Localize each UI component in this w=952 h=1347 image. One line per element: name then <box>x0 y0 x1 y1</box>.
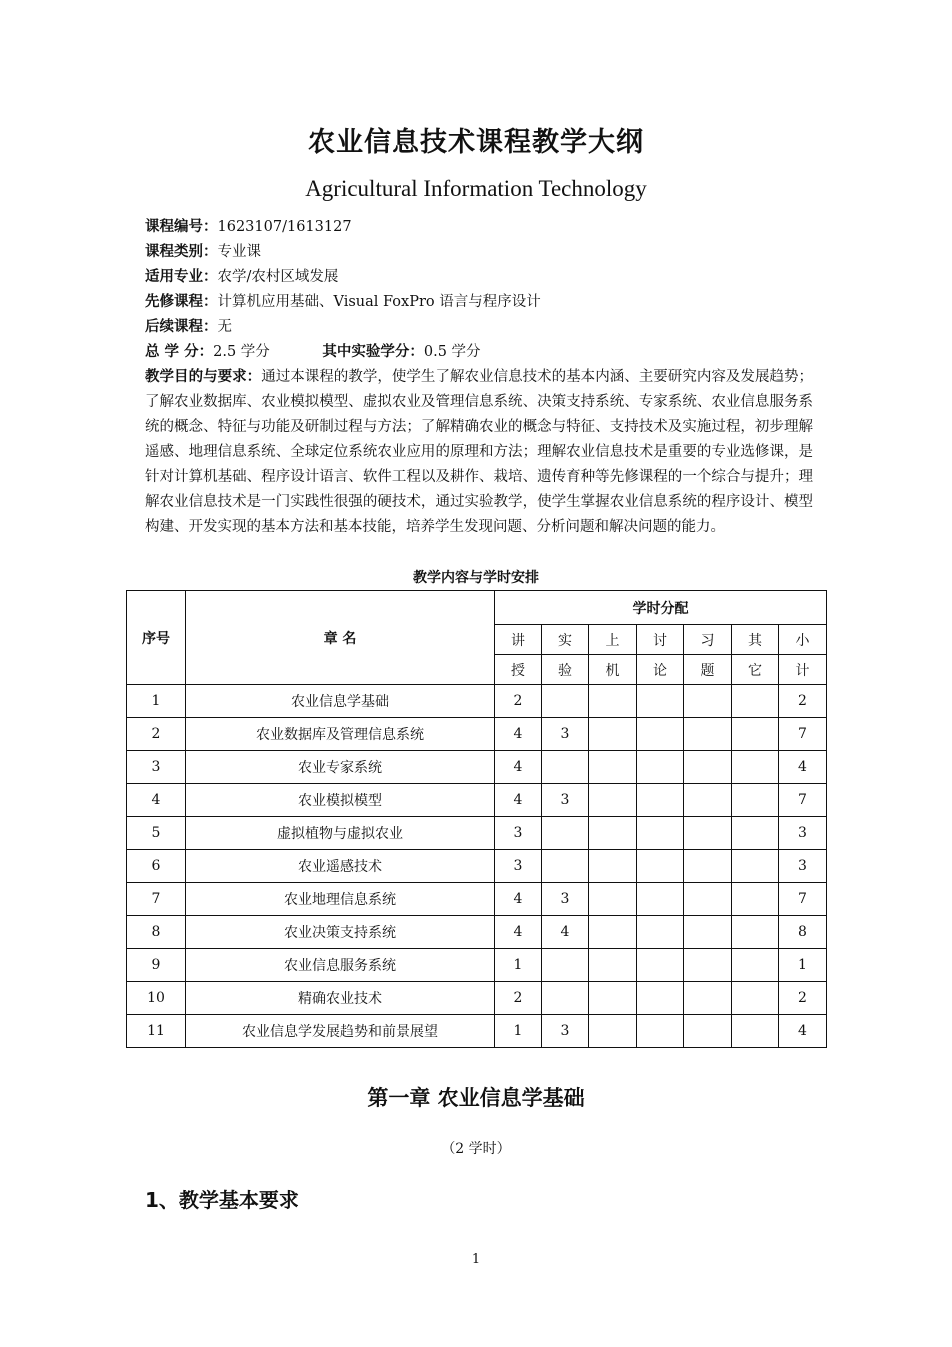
course-category-label: 课程类别： <box>145 244 218 260</box>
lecture-hours-cell: 1 <box>495 949 542 982</box>
table-row <box>127 751 827 784</box>
subtotal-cell: 7 <box>779 883 827 916</box>
applicable-major-line <box>145 265 813 290</box>
lecture-hours-cell: 4 <box>495 784 542 817</box>
lecture-hours-cell: 2 <box>495 982 542 1015</box>
discussion-hours-cell <box>637 751 684 784</box>
header-computer-top: 上 <box>589 625 637 655</box>
header-other-bottom: 它 <box>732 655 779 685</box>
computer-hours-cell <box>589 982 637 1015</box>
other-hours-cell <box>732 883 779 916</box>
discussion-hours-cell <box>637 850 684 883</box>
computer-hours-cell <box>589 883 637 916</box>
table-row <box>127 784 827 817</box>
subtotal-cell: 2 <box>779 685 827 718</box>
followup-label: 后续课程： <box>145 319 218 335</box>
computer-hours-cell <box>589 784 637 817</box>
section-heading: 1、教学基本要求 <box>145 1188 299 1212</box>
table-row <box>127 949 827 982</box>
lecture-hours-cell: 2 <box>495 685 542 718</box>
row-number-cell: 10 <box>127 982 186 1015</box>
course-info <box>145 215 813 540</box>
header-lab-top: 实 <box>542 625 589 655</box>
exercise-hours-cell <box>684 916 732 949</box>
lab-hours-cell: 3 <box>542 883 589 916</box>
lab-hours-cell <box>542 685 589 718</box>
header-hours-allocation: 学时分配 <box>495 591 827 625</box>
header-number: 序号 <box>127 591 186 685</box>
header-discussion-top: 讨 <box>637 625 684 655</box>
lecture-hours-cell: 4 <box>495 916 542 949</box>
lab-hours-cell: 3 <box>542 718 589 751</box>
subtotal-cell: 4 <box>779 751 827 784</box>
other-hours-cell <box>732 718 779 751</box>
subtotal-cell: 1 <box>779 949 827 982</box>
exercise-hours-cell <box>684 982 732 1015</box>
exercise-hours-cell <box>684 949 732 982</box>
lab-hours-cell <box>542 850 589 883</box>
chapter-name-cell: 农业地理信息系统 <box>186 883 495 916</box>
other-hours-cell <box>732 751 779 784</box>
lab-credits-label: 其中实验学分： <box>322 344 424 360</box>
other-hours-cell <box>732 1015 779 1048</box>
row-number-cell: 2 <box>127 718 186 751</box>
schedule-table <box>126 590 827 1048</box>
lecture-hours-cell: 1 <box>495 1015 542 1048</box>
chapter-name-cell: 农业专家系统 <box>186 751 495 784</box>
header-exercise-top: 习 <box>684 625 732 655</box>
other-hours-cell <box>732 916 779 949</box>
teaching-goal-text: 通过本课程的教学，使学生了解农业信息技术的基本内涵、主要研究内容及发展趋势；了解农业数据库、农业模拟模型、虚拟农业及管理信息系统、决策支持系统、专家系统、农业信息服务系统的概念、特征与功能及研制过程与方法；了解精确农业的概念与特征、支持技术及实施过程，初步理解遥感、地理信息系统、全球定位系统农业应用的原理和方法；理解农业信息技术是重要的专业选修课，是针对计算机基础、程序设计语言、软件工程以及耕作、栽培、遗传育种等先修课程的一个综合与提升；理解农业信息技术是一门实践性很强的硬技术，通过实验教学，使学生掌握农业信息系统的程序设计、模型构建、开发实现的基本方法和基本技能，培养学生发现问题、分析问题和解决问题的能力。 <box>145 369 814 535</box>
chapter-name-cell: 精确农业技术 <box>186 982 495 1015</box>
lecture-hours-cell: 3 <box>495 850 542 883</box>
table-row <box>127 1015 827 1048</box>
header-lecture-top: 讲 <box>495 625 542 655</box>
course-category-value: 专业课 <box>217 244 261 260</box>
lecture-hours-cell: 4 <box>495 883 542 916</box>
header-chapter-name: 章 名 <box>186 591 495 685</box>
subtotal-cell: 2 <box>779 982 827 1015</box>
row-number-cell: 4 <box>127 784 186 817</box>
exercise-hours-cell <box>684 751 732 784</box>
other-hours-cell <box>732 817 779 850</box>
applicable-major-label: 适用专业： <box>145 269 218 285</box>
table-row <box>127 883 827 916</box>
lab-hours-cell <box>542 751 589 784</box>
header-lecture-bottom: 授 <box>495 655 542 685</box>
chapter-name-cell: 农业信息学基础 <box>186 685 495 718</box>
table-row <box>127 982 827 1015</box>
table-caption: 教学内容与学时安排 <box>413 570 539 586</box>
discussion-hours-cell <box>637 916 684 949</box>
row-number-cell: 1 <box>127 685 186 718</box>
computer-hours-cell <box>589 685 637 718</box>
lab-hours-cell <box>542 949 589 982</box>
applicable-major-value: 农学/农村区域发展 <box>217 269 339 285</box>
chapter-name-cell: 农业遥感技术 <box>186 850 495 883</box>
header-lab-bottom: 验 <box>542 655 589 685</box>
other-hours-cell <box>732 949 779 982</box>
discussion-hours-cell <box>637 817 684 850</box>
header-computer-bottom: 机 <box>589 655 637 685</box>
discussion-hours-cell <box>637 949 684 982</box>
exercise-hours-cell <box>684 685 732 718</box>
subtotal-cell: 7 <box>779 718 827 751</box>
subtotal-cell: 8 <box>779 916 827 949</box>
row-number-cell: 3 <box>127 751 186 784</box>
exercise-hours-cell <box>684 784 732 817</box>
subtotal-cell: 3 <box>779 817 827 850</box>
discussion-hours-cell <box>637 883 684 916</box>
table-row <box>127 850 827 883</box>
course-number-line <box>145 215 813 240</box>
header-exercise-bottom: 题 <box>684 655 732 685</box>
prerequisite-value: 计算机应用基础、Visual FoxPro 语言与程序设计 <box>217 294 541 310</box>
lecture-hours-cell: 4 <box>495 718 542 751</box>
prerequisite-label: 先修课程： <box>145 294 218 310</box>
credits-line <box>145 340 813 365</box>
table-row <box>127 817 827 850</box>
chapter-hours: （2 学时） <box>441 1141 511 1157</box>
lab-hours-cell: 3 <box>542 784 589 817</box>
discussion-hours-cell <box>637 685 684 718</box>
credits-value: 2.5 学分 <box>213 344 270 360</box>
exercise-hours-cell <box>684 850 732 883</box>
exercise-hours-cell <box>684 1015 732 1048</box>
other-hours-cell <box>732 982 779 1015</box>
row-number-cell: 9 <box>127 949 186 982</box>
computer-hours-cell <box>589 751 637 784</box>
discussion-hours-cell <box>637 718 684 751</box>
computer-hours-cell <box>589 850 637 883</box>
lab-hours-cell <box>542 982 589 1015</box>
chapter-name-cell: 农业信息服务系统 <box>186 949 495 982</box>
row-number-cell: 7 <box>127 883 186 916</box>
followup-value: 无 <box>217 319 232 335</box>
header-subtotal-top: 小 <box>779 625 827 655</box>
exercise-hours-cell <box>684 718 732 751</box>
course-number-label: 课程编号： <box>145 219 218 235</box>
computer-hours-cell <box>589 1015 637 1048</box>
row-number-cell: 8 <box>127 916 186 949</box>
computer-hours-cell <box>589 817 637 850</box>
subtotal-cell: 3 <box>779 850 827 883</box>
other-hours-cell <box>732 784 779 817</box>
exercise-hours-cell <box>684 817 732 850</box>
chapter-title: 第一章 农业信息学基础 <box>367 1086 585 1110</box>
discussion-hours-cell <box>637 784 684 817</box>
discussion-hours-cell <box>637 982 684 1015</box>
row-number-cell: 11 <box>127 1015 186 1048</box>
lecture-hours-cell: 4 <box>495 751 542 784</box>
row-number-cell: 5 <box>127 817 186 850</box>
table-row <box>127 916 827 949</box>
credits-label: 总 学 分： <box>145 344 214 360</box>
followup-line <box>145 315 813 340</box>
prerequisite-line <box>145 290 813 315</box>
header-discussion-bottom: 论 <box>637 655 684 685</box>
computer-hours-cell <box>589 949 637 982</box>
teaching-goal-paragraph <box>145 365 813 540</box>
discussion-hours-cell <box>637 1015 684 1048</box>
row-number-cell: 6 <box>127 850 186 883</box>
header-subtotal-bottom: 计 <box>779 655 827 685</box>
lab-credits-value: 0.5 学分 <box>423 344 481 360</box>
table-row <box>127 685 827 718</box>
computer-hours-cell <box>589 916 637 949</box>
exercise-hours-cell <box>684 883 732 916</box>
other-hours-cell <box>732 850 779 883</box>
subtotal-cell: 4 <box>779 1015 827 1048</box>
lab-hours-cell: 3 <box>542 1015 589 1048</box>
lab-hours-cell: 4 <box>542 916 589 949</box>
lab-hours-cell <box>542 817 589 850</box>
chapter-name-cell: 农业信息学发展趋势和前景展望 <box>186 1015 495 1048</box>
chapter-name-cell: 农业模拟模型 <box>186 784 495 817</box>
schedule-table-body <box>127 685 827 1048</box>
chapter-name-cell: 虚拟植物与虚拟农业 <box>186 817 495 850</box>
course-number-value: 1623107/1613127 <box>217 219 352 235</box>
header-other-top: 其 <box>732 625 779 655</box>
chapter-name-cell: 农业决策支持系统 <box>186 916 495 949</box>
chapter-name-cell: 农业数据库及管理信息系统 <box>186 718 495 751</box>
document-subtitle: Agricultural Information Technology <box>305 176 647 201</box>
course-category-line <box>145 240 813 265</box>
table-row <box>127 718 827 751</box>
document-title: 农业信息技术课程教学大纲 <box>308 127 644 158</box>
teaching-goal-label: 教学目的与要求： <box>145 369 262 385</box>
computer-hours-cell <box>589 718 637 751</box>
other-hours-cell <box>732 685 779 718</box>
page-number: 1 <box>471 1252 481 1267</box>
subtotal-cell: 7 <box>779 784 827 817</box>
lecture-hours-cell: 3 <box>495 817 542 850</box>
